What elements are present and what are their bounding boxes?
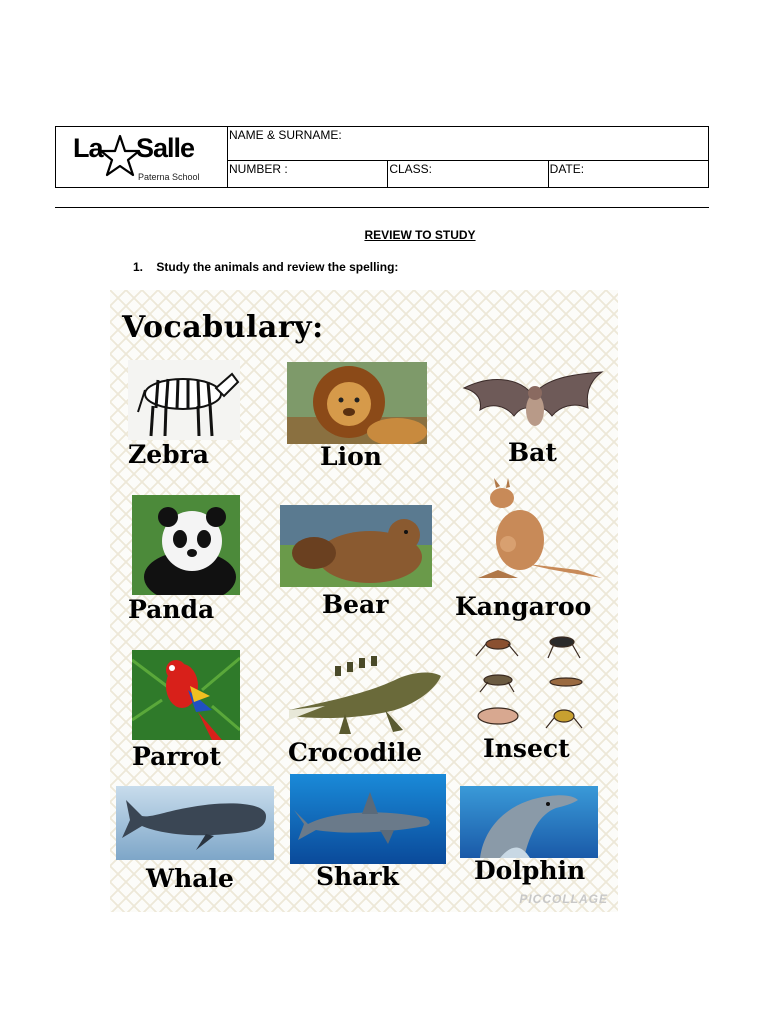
- bat-picture: [462, 366, 604, 442]
- dolphin-picture: [460, 786, 598, 858]
- animal-label-parrot: Parrot: [132, 742, 221, 771]
- animal-label-bear: Bear: [322, 590, 389, 619]
- date-label: DATE:: [549, 162, 585, 176]
- animal-label-lion: Lion: [320, 442, 382, 471]
- logo-subtitle: Paterna School: [138, 172, 200, 182]
- animal-label-whale: Whale: [146, 864, 234, 893]
- shark-picture: [290, 774, 446, 864]
- name-surname-label: NAME & SURNAME:: [229, 128, 342, 142]
- kangaroo-picture: [458, 478, 604, 582]
- bear-picture: [280, 505, 432, 587]
- review-title: REVIEW TO STUDY: [364, 228, 476, 242]
- name-surname-field[interactable]: [228, 127, 709, 161]
- animal-label-insect: Insect: [483, 734, 570, 763]
- animal-label-dolphin: Dolphin: [474, 856, 586, 885]
- animal-label-crocodile: Crocodile: [288, 738, 423, 767]
- header-table: [55, 126, 709, 188]
- lion-picture: [287, 362, 427, 444]
- class-label: CLASS:: [389, 162, 433, 176]
- animal-label-bat: Bat: [508, 438, 557, 467]
- animal-label-shark: Shark: [316, 862, 399, 891]
- watermark: PICCOLLAGE: [519, 892, 608, 906]
- date-field[interactable]: [548, 161, 708, 188]
- number-field[interactable]: [228, 161, 388, 188]
- horizontal-rule: [55, 207, 709, 208]
- logo-text-la: La: [73, 133, 103, 163]
- instruction-text: Study the animals and review the spelling:: [156, 260, 399, 274]
- instruction: [133, 260, 398, 274]
- instruction-number: 1.: [133, 260, 144, 274]
- panda-picture: [132, 495, 240, 595]
- whale-picture: [116, 786, 274, 860]
- animal-label-panda: Panda: [128, 595, 215, 624]
- class-field[interactable]: [388, 161, 548, 188]
- parrot-picture: [132, 650, 240, 740]
- vocabulary-title: Vocabulary:: [122, 310, 324, 345]
- logo-text-salle: Salle: [136, 133, 195, 163]
- insects-picture: [468, 632, 606, 736]
- animal-label-kangaroo: Kangaroo: [455, 592, 592, 621]
- crocodile-picture: [285, 650, 445, 740]
- star-icon: [100, 134, 140, 178]
- number-label: NUMBER :: [229, 162, 288, 176]
- animal-label-zebra: Zebra: [128, 440, 210, 469]
- zebra-picture: [128, 360, 240, 440]
- school-logo-cell: [56, 127, 228, 188]
- vocabulary-poster: [110, 290, 618, 912]
- school-logo: [56, 128, 227, 186]
